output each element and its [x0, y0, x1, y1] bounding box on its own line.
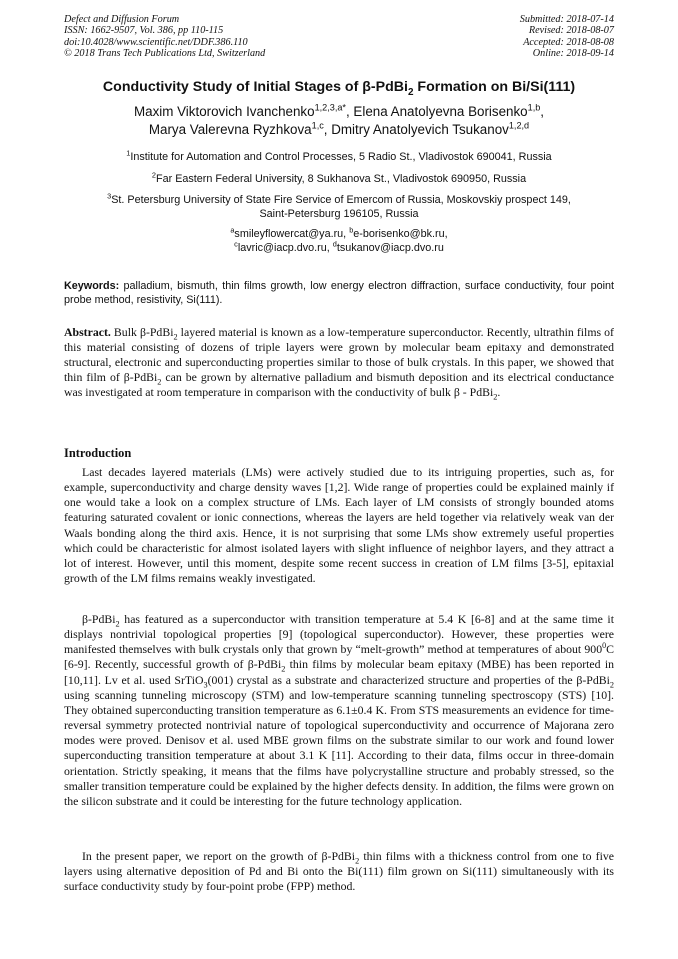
email-c-marker: c: [234, 239, 238, 249]
affiliation-3-number: 3: [107, 191, 112, 201]
journal-info: [64, 14, 265, 60]
author-1-affil: 1,2,3,a*: [314, 102, 346, 113]
abstract-text-1: Bulk β-PdBi: [110, 325, 174, 339]
p2-text-a: β-PdBi: [82, 612, 116, 626]
abstract-sub-1: 2: [173, 332, 178, 342]
abstract-text-3: can be grown by alternative palladium and bismuth deposition and its electrical conductance was investigated at room temperature in comparison with the conductivity of bulk β - PdBi: [64, 370, 614, 400]
email-d-marker: d: [332, 239, 337, 249]
author-4-affil: 1,2,d: [508, 120, 530, 131]
journal-name: Defect and Diffusion Forum: [64, 14, 180, 25]
author-2-name: , Elena Anatolyevna Borisenko: [345, 104, 528, 119]
p2-sub-a: 2: [115, 619, 120, 629]
author-line-1-tail: ,: [540, 104, 545, 119]
affiliation-3-line-2: Saint-Petersburg 196105, Russia: [259, 208, 419, 221]
affiliation-2-number: 2: [151, 170, 156, 180]
author-4-name: , Dmitry Anatolyevich Tsukanov: [323, 122, 509, 138]
email-a-marker: a: [230, 225, 235, 235]
p2-text-c: C [6-9]. Recently, successful growth of β-PdBi: [64, 642, 614, 672]
email-b-marker: b: [349, 225, 354, 235]
email-list: [40, 227, 638, 255]
intro-paragraph-2: [64, 612, 614, 809]
affiliation-3-line-1: St. Petersburg University of State Fire Service of Emercom of Russia, Moskovskiy prospect 149,: [111, 194, 571, 206]
p2-text-e: (001) crystal as a substrate and characterized structure and properties of the β-PdBi: [207, 672, 610, 687]
title-subscript: 2: [407, 86, 414, 98]
affiliation-1: [40, 150, 638, 164]
keywords: [64, 279, 614, 307]
abstract-text-4: .: [497, 385, 501, 400]
p2-sup-b: 0: [602, 641, 607, 651]
affiliation-1-text: Institute for Automation and Control Processes, 5 Radio St., Vladivostok 690041, Russia: [130, 151, 552, 163]
keywords-text: palladium, bismuth, thin films growth, low energy electron diffraction, surface conductivity, four point probe method, resistivity, Si(111).: [64, 280, 614, 307]
affiliation-1-number: 1: [126, 148, 131, 158]
email-b[interactable]: e-borisenko@bk.ru,: [353, 228, 448, 240]
email-c[interactable]: lavric@iacp.dvo.ru,: [237, 242, 333, 255]
email-a[interactable]: smileyflowercat@ya.ru,: [234, 228, 350, 240]
intro-paragraph-1: Last decades layered materials (LMs) were actively studied due to its intriguing properties, such as, for example, superconductivity and charge density waves [1,2]. Wide range of properties could be explained mainly if one would take a look on a complex structure of LMs. Each layer of LM consists of strongly bounded atoms featuring saturated covalent or ionic connections, whereas the layers are held together via relatively weak van der Waals bonding along the third axis. Hence, it is not surprising that some LMs show extremely useful properties which could be characteristic for almost isolated layers with slight influence of neighbor layers, and they attract a lot of interest. However, until this moment, despite some recent success in creation of LM films [3-5], epitaxial growth of the LM films remains weakly investigated.: [64, 465, 614, 586]
submitted-date: Submitted: 2018-07-14: [519, 14, 614, 25]
revised-date: Revised: 2018-08-07: [528, 25, 614, 37]
intro-paragraph-3: [64, 849, 614, 894]
author-list: [40, 103, 638, 140]
p2-sub-d: 3: [203, 679, 208, 689]
affiliation-3: [40, 193, 638, 221]
affiliation-2-text: Far Eastern Federal University, 8 Sukhanova St., Vladivostok 690950, Russia: [156, 173, 527, 185]
author-2-affil: 1,b: [527, 102, 541, 113]
author-3-affil: 1,c: [311, 120, 324, 131]
p2-sub-e: 2: [609, 679, 614, 689]
p3-sub-a: 2: [355, 856, 360, 866]
affiliation-2: [40, 172, 638, 186]
online-date: Online: 2018-09-14: [532, 48, 614, 60]
author-line-1: [40, 103, 638, 121]
keywords-label: Keywords:: [64, 280, 120, 292]
author-line-2: [40, 121, 638, 139]
doi-line: doi:10.4028/www.scientific.net/DDF.386.110: [64, 36, 248, 48]
author-1-name: Maxim Viktorovich Ivanchenko: [133, 104, 315, 119]
p3-text-a: In the present paper, we report on the growth of β-PdBi: [82, 849, 356, 863]
paper-title: [40, 79, 638, 98]
abstract-text-2: layered material is known as a low-temperature superconductor. Recently, ultrathin films of this material consisting of dozens of triple layers were grown by molecular beam epitaxy and demonstrated structural, electronic and superconducting properties similar to those of bulk crystals. In this paper, we showed that thin film of β-PdBi: [64, 325, 614, 385]
issn-line: ISSN: 1662-9507, Vol. 386, pp 110-115: [64, 25, 224, 37]
p2-sub-c: 2: [281, 664, 286, 674]
p2-text-d: thin films by molecular beam epitaxy (MBE) has been reported in [10,11]. Lv et al. used SrTiO: [64, 657, 614, 687]
abstract-label: Abstract.: [64, 325, 111, 339]
abstract: [64, 325, 614, 400]
p3-text-b: thin films with a thickness control from one to five layers using alternative deposition of Pd and Bi onto the Bi(111) film grown on Si(111) simultaneously with its surface conductivity study by four-point probe (FPP) method.: [64, 849, 614, 894]
p2-text-b: has featured as a superconductor with transition temperature at 5.4 K [6-8] and at the same time it displays nontrivial topological properties [9] (topological superconductor). However, these properties were manifested themselves with bulk crystals only that grown by “melt-growth” method at temperatures of about 900: [64, 612, 614, 657]
p2-text-f: using scanning tunneling microscopy (STM) and low-temperature scanning tunneling spectroscopy (STS) [10]. They obtained superconducting transition temperature as 6.1±0.4 K. From STS measurements an evidence for time-reversal symmetry protected nontrivial nature of topological superconductivity and occurrence of Majorana zero modes were proved. Denisov et al. used MBE grown films on the substrate similar to our work and found lower superconducting transition temperature at about 3.1 K [11]. According to their data, films occur in three-domain orientation. Strictly speaking, it means that the films have polycrystalline structure and probably stressed, so the smaller transition temperature could be explained by the higher defects density. In addition, the films were grown on the silicon substrate and it could be interesting for the future technology application.: [64, 687, 614, 808]
abstract-sub-3: 2: [493, 392, 498, 402]
author-3-name: Marya Valerevna Ryzhkova: [148, 122, 312, 138]
abstract-sub-2: 2: [157, 377, 162, 387]
accepted-date: Accepted: 2018-08-08: [523, 36, 614, 48]
title-text-post: Formation on Bi/Si(111): [413, 79, 576, 95]
section-heading-introduction: Introduction: [64, 446, 132, 460]
title-text-pre: Conductivity Study of Initial Stages of β-PdBi: [102, 79, 408, 95]
dates-info: [520, 14, 614, 60]
copyright-line: © 2018 Trans Tech Publications Ltd, Switzerland: [64, 48, 266, 60]
email-d[interactable]: tsukanov@iacp.dvo.ru: [336, 242, 444, 255]
